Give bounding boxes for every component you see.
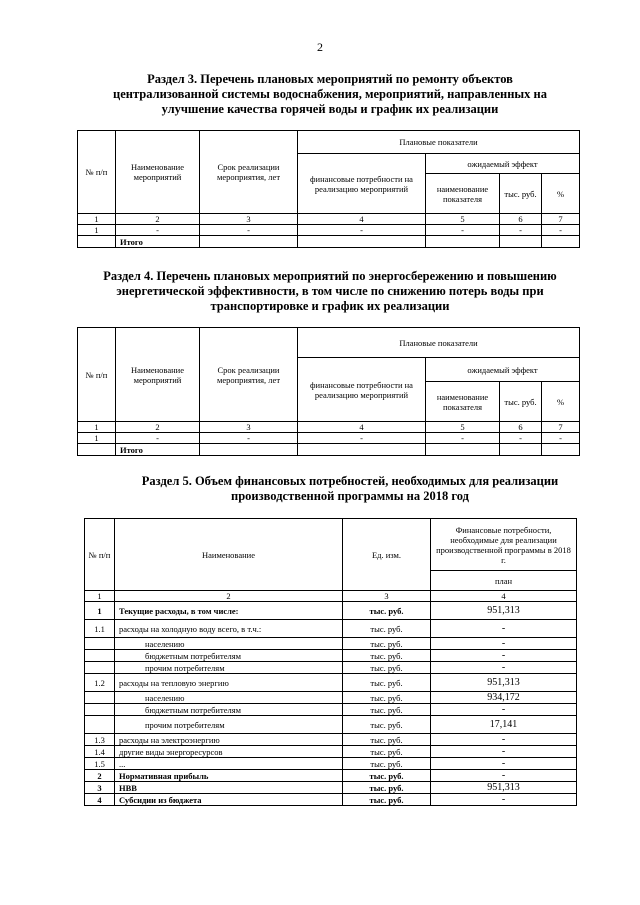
row-value: - xyxy=(431,758,577,770)
row-name: Субсидии из бюджета xyxy=(115,794,343,806)
index-cell: 2 xyxy=(116,422,200,433)
header-rub: тыс. руб. xyxy=(500,174,542,214)
row-num xyxy=(85,692,115,704)
row-value: - xyxy=(431,650,577,662)
table-cell: 1 xyxy=(78,433,116,444)
section-5-heading xyxy=(70,474,630,504)
table-row xyxy=(78,433,580,444)
row-name: Нормативная прибыль xyxy=(115,770,343,782)
row-num: 1 xyxy=(85,602,115,620)
row-name: расходы на тепловую энергию xyxy=(115,674,343,692)
total-row xyxy=(78,236,580,248)
total-row xyxy=(78,444,580,456)
table-cell: - xyxy=(200,433,298,444)
row-num: 1.4 xyxy=(85,746,115,758)
table-row xyxy=(85,716,577,734)
header-fin: финансовые потребности на реализацию мероприятий xyxy=(298,358,426,422)
section-4-table xyxy=(77,327,580,456)
table-row xyxy=(85,692,577,704)
table-row xyxy=(85,704,577,716)
row-num xyxy=(85,704,115,716)
header-effect: ожидаемый эффект xyxy=(426,154,580,174)
section-3-heading xyxy=(70,72,590,117)
table-cell: - xyxy=(542,433,580,444)
row-unit: тыс. руб. xyxy=(343,734,431,746)
index-cell: 3 xyxy=(200,422,298,433)
index-cell: 5 xyxy=(426,214,500,225)
section-3-title-line: централизованной системы водоснабжения, мероприятий, направленных на xyxy=(113,87,547,101)
row-unit: тыс. руб. xyxy=(343,602,431,620)
header-rub: тыс. руб. xyxy=(500,382,542,422)
index-cell: 6 xyxy=(500,422,542,433)
row-unit: тыс. руб. xyxy=(343,794,431,806)
row-value: - xyxy=(431,794,577,806)
row-value: - xyxy=(431,704,577,716)
section-3-title-line: улучшение качества горячей воды и график их реализации xyxy=(161,102,499,116)
index-cell: 1 xyxy=(78,214,116,225)
index-cell: 2 xyxy=(115,591,343,602)
row-unit: тыс. руб. xyxy=(343,770,431,782)
row-num: 4 xyxy=(85,794,115,806)
row-num xyxy=(85,662,115,674)
header-name: Наименование xyxy=(115,519,343,591)
table-cell: - xyxy=(426,225,500,236)
header-num: № п/п xyxy=(78,328,116,422)
index-row xyxy=(85,591,577,602)
row-name: другие виды энергоресурсов xyxy=(115,746,343,758)
index-cell: 6 xyxy=(500,214,542,225)
section-3-table xyxy=(77,130,580,248)
row-name: ... xyxy=(115,758,343,770)
row-value: 951,313 xyxy=(431,674,577,692)
row-unit: тыс. руб. xyxy=(343,692,431,704)
index-cell: 2 xyxy=(116,214,200,225)
table-cell: - xyxy=(500,225,542,236)
index-row xyxy=(78,214,580,225)
header-num: № п/п xyxy=(78,131,116,214)
header-plan: план xyxy=(431,571,577,591)
table-row xyxy=(85,662,577,674)
row-name: прочим потребителям xyxy=(115,716,343,734)
row-value: 934,172 xyxy=(431,692,577,704)
table-row xyxy=(85,602,577,620)
row-num: 1.5 xyxy=(85,758,115,770)
row-name: населению xyxy=(115,638,343,650)
table-cell: - xyxy=(542,225,580,236)
row-name: Текущие расходы, в том числе: xyxy=(115,602,343,620)
section-5-title-line: производственной программы на 2018 год xyxy=(231,489,469,503)
index-cell: 7 xyxy=(542,214,580,225)
page-number: 2 xyxy=(317,40,323,54)
row-unit: тыс. руб. xyxy=(343,704,431,716)
table-row xyxy=(78,225,580,236)
header-name: Наименование мероприятий xyxy=(116,328,200,422)
row-num: 1.3 xyxy=(85,734,115,746)
row-name: прочим потребителям xyxy=(115,662,343,674)
row-value: 951,313 xyxy=(431,602,577,620)
table-row xyxy=(85,650,577,662)
row-num: 1.1 xyxy=(85,620,115,638)
table-cell: 1 xyxy=(78,225,116,236)
row-name: бюджетным потребителям xyxy=(115,650,343,662)
table-row xyxy=(85,638,577,650)
table-row xyxy=(85,770,577,782)
header-indicator: наименование показателя xyxy=(426,382,500,422)
header-fin: Финансовые потребности, необходимые для реализации производственной программы в 2018 г. xyxy=(431,519,577,571)
row-name: расходы на холодную воду всего, в т.ч.: xyxy=(115,620,343,638)
table-row xyxy=(85,746,577,758)
table-cell: - xyxy=(200,225,298,236)
section-3-title-line: Раздел 3. Перечень плановых мероприятий по ремонту объектов xyxy=(147,72,513,86)
section-4-heading xyxy=(70,269,590,314)
table-row xyxy=(85,734,577,746)
row-value: - xyxy=(431,734,577,746)
header-num: № п/п xyxy=(85,519,115,591)
row-num: 3 xyxy=(85,782,115,794)
row-unit: тыс. руб. xyxy=(343,638,431,650)
row-unit: тыс. руб. xyxy=(343,662,431,674)
table-row xyxy=(85,674,577,692)
index-cell: 1 xyxy=(85,591,115,602)
row-num: 1.2 xyxy=(85,674,115,692)
header-term: Срок реализации мероприятия, лет xyxy=(200,328,298,422)
row-name: НВВ xyxy=(115,782,343,794)
table-cell: - xyxy=(116,225,200,236)
section-4-title-line: Раздел 4. Перечень плановых мероприятий по энергосбережению и повышению xyxy=(103,269,557,283)
row-unit: тыс. руб. xyxy=(343,758,431,770)
row-name: бюджетным потребителям xyxy=(115,704,343,716)
table-row xyxy=(85,758,577,770)
index-row xyxy=(78,422,580,433)
section-4-title-line: энергетической эффективности, в том числе по снижению потерь воды при xyxy=(116,284,544,298)
row-num xyxy=(85,650,115,662)
section-5-table xyxy=(84,518,577,806)
row-value: - xyxy=(431,746,577,758)
index-cell: 3 xyxy=(343,591,431,602)
row-value: - xyxy=(431,770,577,782)
index-cell: 1 xyxy=(78,422,116,433)
row-unit: тыс. руб. xyxy=(343,716,431,734)
header-term: Срок реализации мероприятия, лет xyxy=(200,131,298,214)
row-value: - xyxy=(431,662,577,674)
table-cell: - xyxy=(116,433,200,444)
total-label: Итого xyxy=(116,236,200,248)
table-cell: - xyxy=(426,433,500,444)
row-unit: тыс. руб. xyxy=(343,746,431,758)
section-4-title-line: транспортировке и график их реализации xyxy=(210,299,450,313)
row-value: 951,313 xyxy=(431,782,577,794)
header-pct: % xyxy=(542,382,580,422)
row-unit: тыс. руб. xyxy=(343,782,431,794)
header-indicator: наименование показателя xyxy=(426,174,500,214)
row-value: - xyxy=(431,620,577,638)
index-cell: 4 xyxy=(298,214,426,225)
row-unit: тыс. руб. xyxy=(343,674,431,692)
row-name: расходы на электроэнергию xyxy=(115,734,343,746)
row-unit: тыс. руб. xyxy=(343,650,431,662)
header-fin: финансовые потребности на реализацию мероприятий xyxy=(298,154,426,214)
row-num: 2 xyxy=(85,770,115,782)
header-effect: ожидаемый эффект xyxy=(426,358,580,382)
table-row xyxy=(85,620,577,638)
section-5-title-line: Раздел 5. Объем финансовых потребностей, необходимых для реализации xyxy=(141,474,559,488)
index-cell: 4 xyxy=(298,422,426,433)
total-label: Итого xyxy=(116,444,200,456)
index-cell: 3 xyxy=(200,214,298,225)
header-plan: Плановые показатели xyxy=(298,328,580,358)
header-unit: Ед. изм. xyxy=(343,519,431,591)
header-name: Наименование мероприятий xyxy=(116,131,200,214)
row-value: - xyxy=(431,638,577,650)
row-name: населению xyxy=(115,692,343,704)
table-cell: - xyxy=(298,225,426,236)
index-cell: 4 xyxy=(431,591,577,602)
header-plan: Плановые показатели xyxy=(298,131,580,154)
table-row xyxy=(85,782,577,794)
index-cell: 7 xyxy=(542,422,580,433)
index-cell: 5 xyxy=(426,422,500,433)
row-num xyxy=(85,638,115,650)
table-cell: - xyxy=(500,433,542,444)
table-row xyxy=(85,794,577,806)
header-pct: % xyxy=(542,174,580,214)
row-value: 17,141 xyxy=(431,716,577,734)
table-cell: - xyxy=(298,433,426,444)
row-num xyxy=(85,716,115,734)
row-unit: тыс. руб. xyxy=(343,620,431,638)
